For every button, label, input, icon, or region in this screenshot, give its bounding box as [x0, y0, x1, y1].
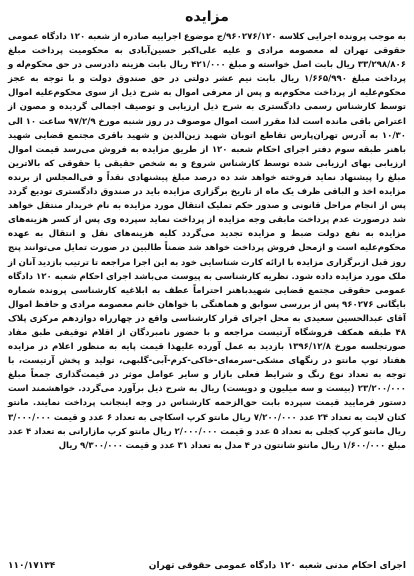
notice-header — [8, 6, 406, 26]
notice-title: مزایده — [185, 9, 229, 25]
notice-signature: اجرای احکام مدنی شعبه ۱۲۰ دادگاه عمومی حقوقی تهران — [148, 561, 406, 571]
notice-footer — [8, 560, 406, 572]
notice-code: ۱۱۰/۱۷۱۳۴ — [8, 561, 56, 571]
notice-body: به موجب پرونده اجرایی کلاسه ۹۶۰۲۷۶/۱۲۰/ج موضوع اجراییه صادره از شعبه ۱۲۰ دادگاه عمومی حقوقی تهران له معصومه مرادی و علیه علی‌اکبر حسین‌آبادی به محکومیت پرداخت مبلغ ۳۳/۲۹۸/۸۰۶ ریال بابت اصل خواسته و مبلغ ۴۲۱/۰۰۰ ریال بابت هزینه دادرسی در حق محکوم‌له و پرداخت مبلغ ۱/۶۶۵/۹۹۰ ریال بابت نیم عشر دولتی در حق صندوق دولت و با توجه به عجز محکوم‌علیه از پرداخت محکوم‌به و پس از معرفی اموال به شرح ذیل از سوی محکوم‌علیه اموال توسط کارشناس رسمی دادگستری به شرح ذیل ارزیابی و توصیف اجمالی گردیده و مصون از اعتراض باقی مانده است لذا مقرر است اموال موصوف در روز شنبه مورخ ۹۷/۲/۹ ساعت ۱۰ الی ۱۰/۳۰ به آدرس تهران‌پارس تقاطع اتوبان شهید زین‌الدین و شهید باقری مجتمع قضایی شهید باهنر طبقه سوم دفتر اجرای احکام شعبه ۱۲۰ از طریق مزایده به فروش می‌رسد قیمت اموال ارزیابی بهای ارزیابی شده توسط کارشناس شروع و به شخص حقیقی یا حقوقی که بالاترین مبلغ را پیشنهاد نماید فروخته خواهد شد ده درصد مبلغ پیشنهادی نقداً و فی‌المجلس از برنده مزایده اخذ و الباقی ظرف یک ماه از تاریخ برگزاری مزایده باید در صندوق دادگستری تودیع گردد پس از انجام مراحل قانونی و صدور حکم تملیک انتقال مورد مزایده به نام خریدار منتقل خواهد شد درصورت عدم پرداخت مابقی وجه مزایده از پرداخت نماید سپرده وی پس از کسر هزینه‌های مزایده به نفع دولت ضبط و مزایده تجدید می‌گردد کلیه هزینه‌های نقل و انتقال به عهده محکوم‌علیه است و ازمحل فروش پرداخت خواهد شد ضمناً طالبین در صورت تمایل می‌توانند پنج روز قبل ازبرگزاری مزایده با ارائه کارت شناسایی خود به این اجرا مراجعه تا ترتیب بازدید آنان از ملک مورد مزایده داده شود. نظریه کارشناسی به پیوست می‌باشد اجرای احکام شعبه ۱۲۰ دادگاه عمومی حقوقی مجتمع قضایی شهیدباهنر احتراماً عطف به ابلاغیه کارشناسی پرونده شماره بایگانی ۹۶۰۲۷۶ پس از بررسی سوابق و هماهنگی با خواهان خانم معصومه مرادی و حافظ اموال آقای عبدالحسین سعیدی به محل اجرای قرار کارشناسی واقع در چهارراه دوازدهم مرکزی پلاک ۴۸ طبقه همکف فروشگاه آرتیست مراجعه و با حضور نامبردگان از اقلام توقیفی طبق مفاد صورتجلسه مورخ ۱۳۹۶/۱۲/۸ بازدید به عمل آورده علیهذا قیمت پایه به منظور اعلام در مزایده هفتاد توپ مانتو در رنگهای مشکی-سرمه‌ای-خاکی-کرم-آبی-گلبهی، تولید و پخش آرتیست، با توجه به تعداد نوع رنگ و شرایط فعلی بازار و سایر عوامل موثر در قیمت‌گذاری جمعاً مبلغ ۲۳/۲۰۰/۰۰۰ (بیست و سه میلیون و دویست) ریال به شرح ذیل برآورد می‌گردد. خواهشمند است دستور فرمایید قیمت سپرده بابت حق‌الزحمه کارشناس در وجه اینجانب پرداخت نمایند. مانتو کتان لایت به تعداد ۲۴ عدد ۷/۲۰۰/۰۰۰ ریال مانتو کرپ اسکاچی به تعداد ۶ عدد و قیمت ۳/۰۰۰/۰۰۰ ریال مانتو کرپ کجلی به تعداد ۵ عدد و قیمت ۲/۰۰۰/۰۰۰ ریال مانتو کرپ مازارانی به تعداد ۴ عدد مبلغ ۱/۶۰۰/۰۰۰ ریال مانتو شانتون در ۴ مدل به تعداد ۳۱ عدد و قیمت ۹/۳۰۰/۰۰۰ ریال — [8, 32, 406, 451]
